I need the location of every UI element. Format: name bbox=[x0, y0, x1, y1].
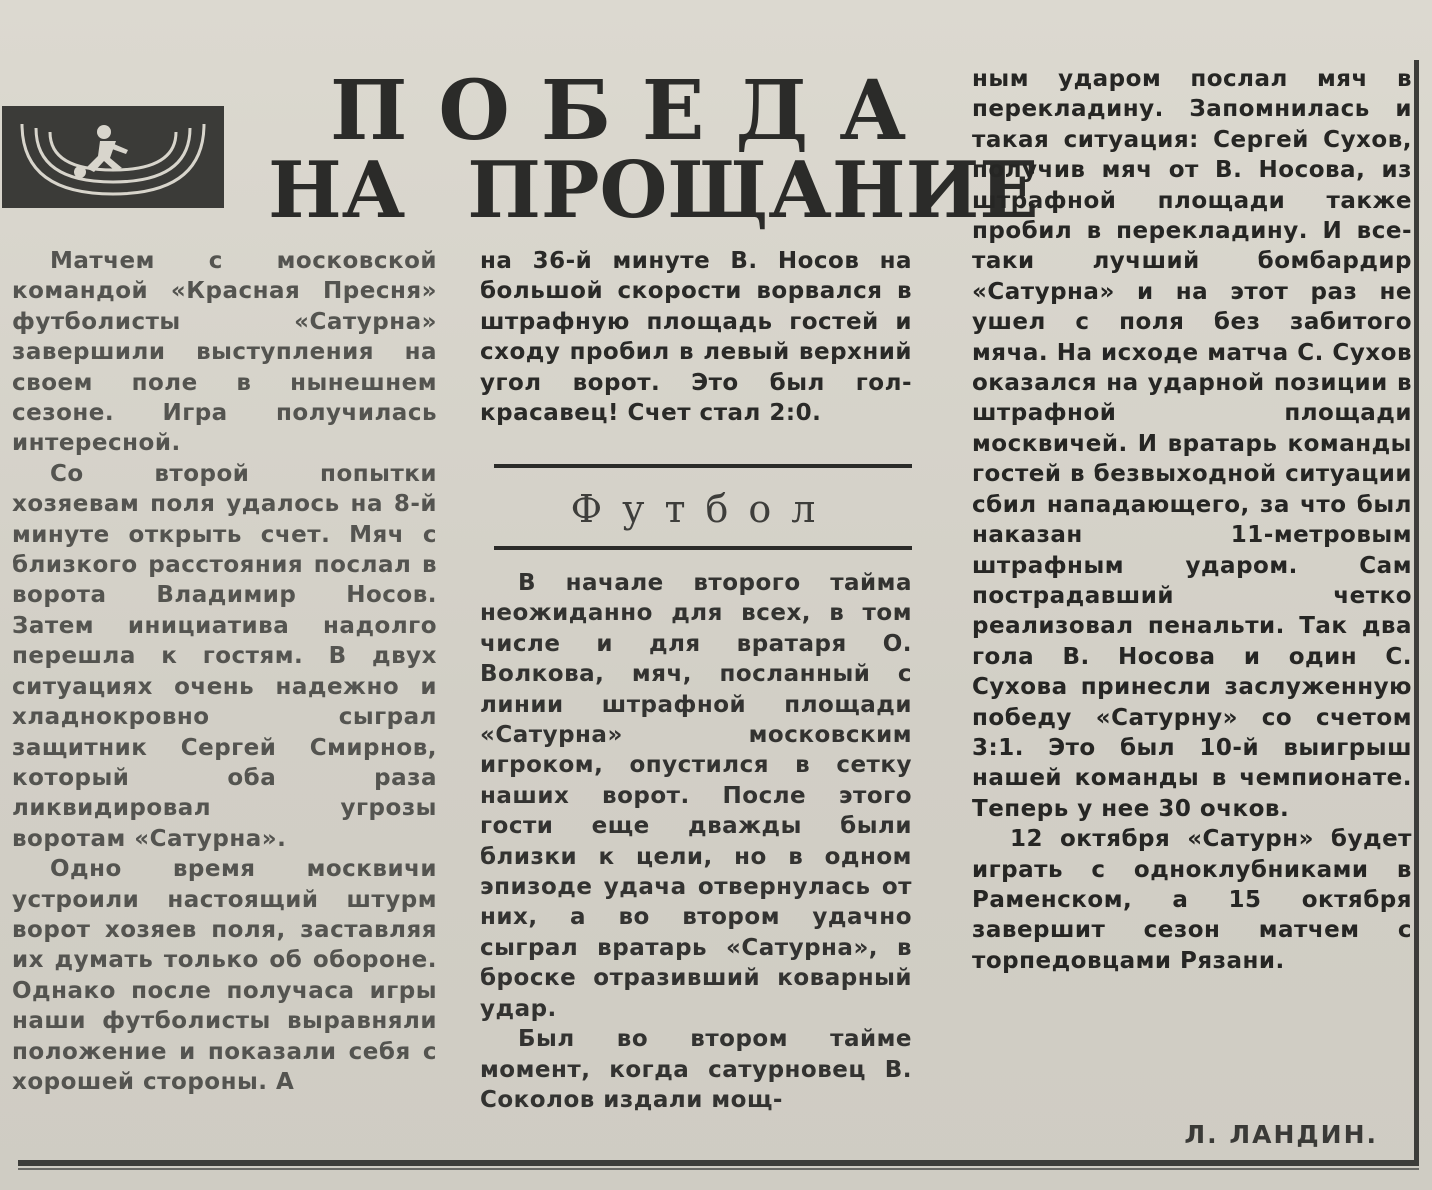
rubric-rule-top bbox=[494, 464, 912, 468]
rubric-title: Футбол bbox=[570, 487, 836, 531]
author-signature: Л. ЛАНДИН. bbox=[1184, 1120, 1378, 1149]
paragraph: на 36-й минуте В. Носов на большой скорости ворвался в штрафную площадь гостей и сходу пробил в левый верхний угол ворот. Это был гол-красавец! Счет стал 2:0. bbox=[480, 248, 912, 427]
paragraph: ным ударом послал мяч в перекладину. Запомнилась и такая ситуация: Сергей Сухов, получив мяч от В. Носова, из штрафной площади также пробил в перекладину. И все-таки лучший бомбардир «Сатурна» и на этот раз не ушел с поля без забитого мяча. На исходе матча С. Сухов оказался на ударной позиции в штрафной площади москвичей. И вратарь команды гостей в безвыходной ситуации сбил нападающего, за что был наказан 11-метровым штрафным ударом. Сам пострадавший четко реализовал пенальти. Так два гола В. Носова и один С. Сухова принесли заслуженную победу «Сатурну» со счетом 3:1. Это был 10-й выигрыш нашей команды в чемпионате. Теперь у нее 30 очков. bbox=[972, 66, 1412, 822]
paragraph: Одно время москвичи устроили настоящий штурм ворот хозяев поля, заставляя их думать только об обороне. Однако после получаса игры наши футболисты выравняли положение и показали себя с хорошей стороны. А bbox=[12, 856, 437, 1095]
frame-border-bottom-thin bbox=[18, 1168, 1419, 1170]
paragraph: Был во втором тайме момент, когда сатурновец В. Соколов издали мощ- bbox=[480, 1026, 912, 1113]
footballer-emblem-icon bbox=[2, 106, 224, 208]
frame-border-bottom bbox=[18, 1160, 1419, 1166]
headline-word-proshchanie: ПРОЩАНИЕ bbox=[467, 145, 1039, 236]
article-column-1 bbox=[12, 246, 437, 1097]
article-column-2-bottom bbox=[480, 568, 912, 1115]
article-column-2-top bbox=[480, 246, 912, 428]
paragraph: Со второй попытки хозяевам поля удалось на 8-й минуте открыть счет. Мяч с близкого расстояния послал в ворота Владимир Носов. Затем инициатива надолго перешла к гостям. В двух ситуациях очень надежно и хладнокровно сыграл защитник Сергей Смирнов, который оба раза ликвидировал угрозы воротам «Сатурна». bbox=[12, 460, 437, 852]
rubric-rule-bottom bbox=[494, 546, 912, 550]
headline-line-1: ПОБЕДА bbox=[330, 63, 938, 159]
paragraph: В начале второго тайма неожиданно для всех, в том числе и для вратаря О. Волкова, мяч, посланный с линии штрафной площади «Сатурна» московским игроком, опустился в сетку наших ворот. После этого гости еще дважды были близки к цели, но в одном эпизоде удача отвернулась от них, а во втором удачно сыграл вратарь «Сатурна», в броске отразивший коварный удар. bbox=[480, 570, 912, 1022]
headline-line-2 bbox=[268, 145, 1039, 236]
paragraph: 12 октября «Сатурн» будет играть с одноклубниками в Раменском, а 15 октября завершит сезон матчем с торпедовцами Рязани. bbox=[972, 826, 1412, 974]
headline-word-na: НА bbox=[268, 145, 406, 236]
article-column-3 bbox=[972, 64, 1412, 976]
paragraph: Матчем с московской командой «Красная Пресня» футболисты «Сатурна» завершили выступления на своем поле в нынешнем сезоне. Игра получилась интересной. bbox=[12, 248, 437, 457]
frame-border-right bbox=[1414, 60, 1419, 1166]
